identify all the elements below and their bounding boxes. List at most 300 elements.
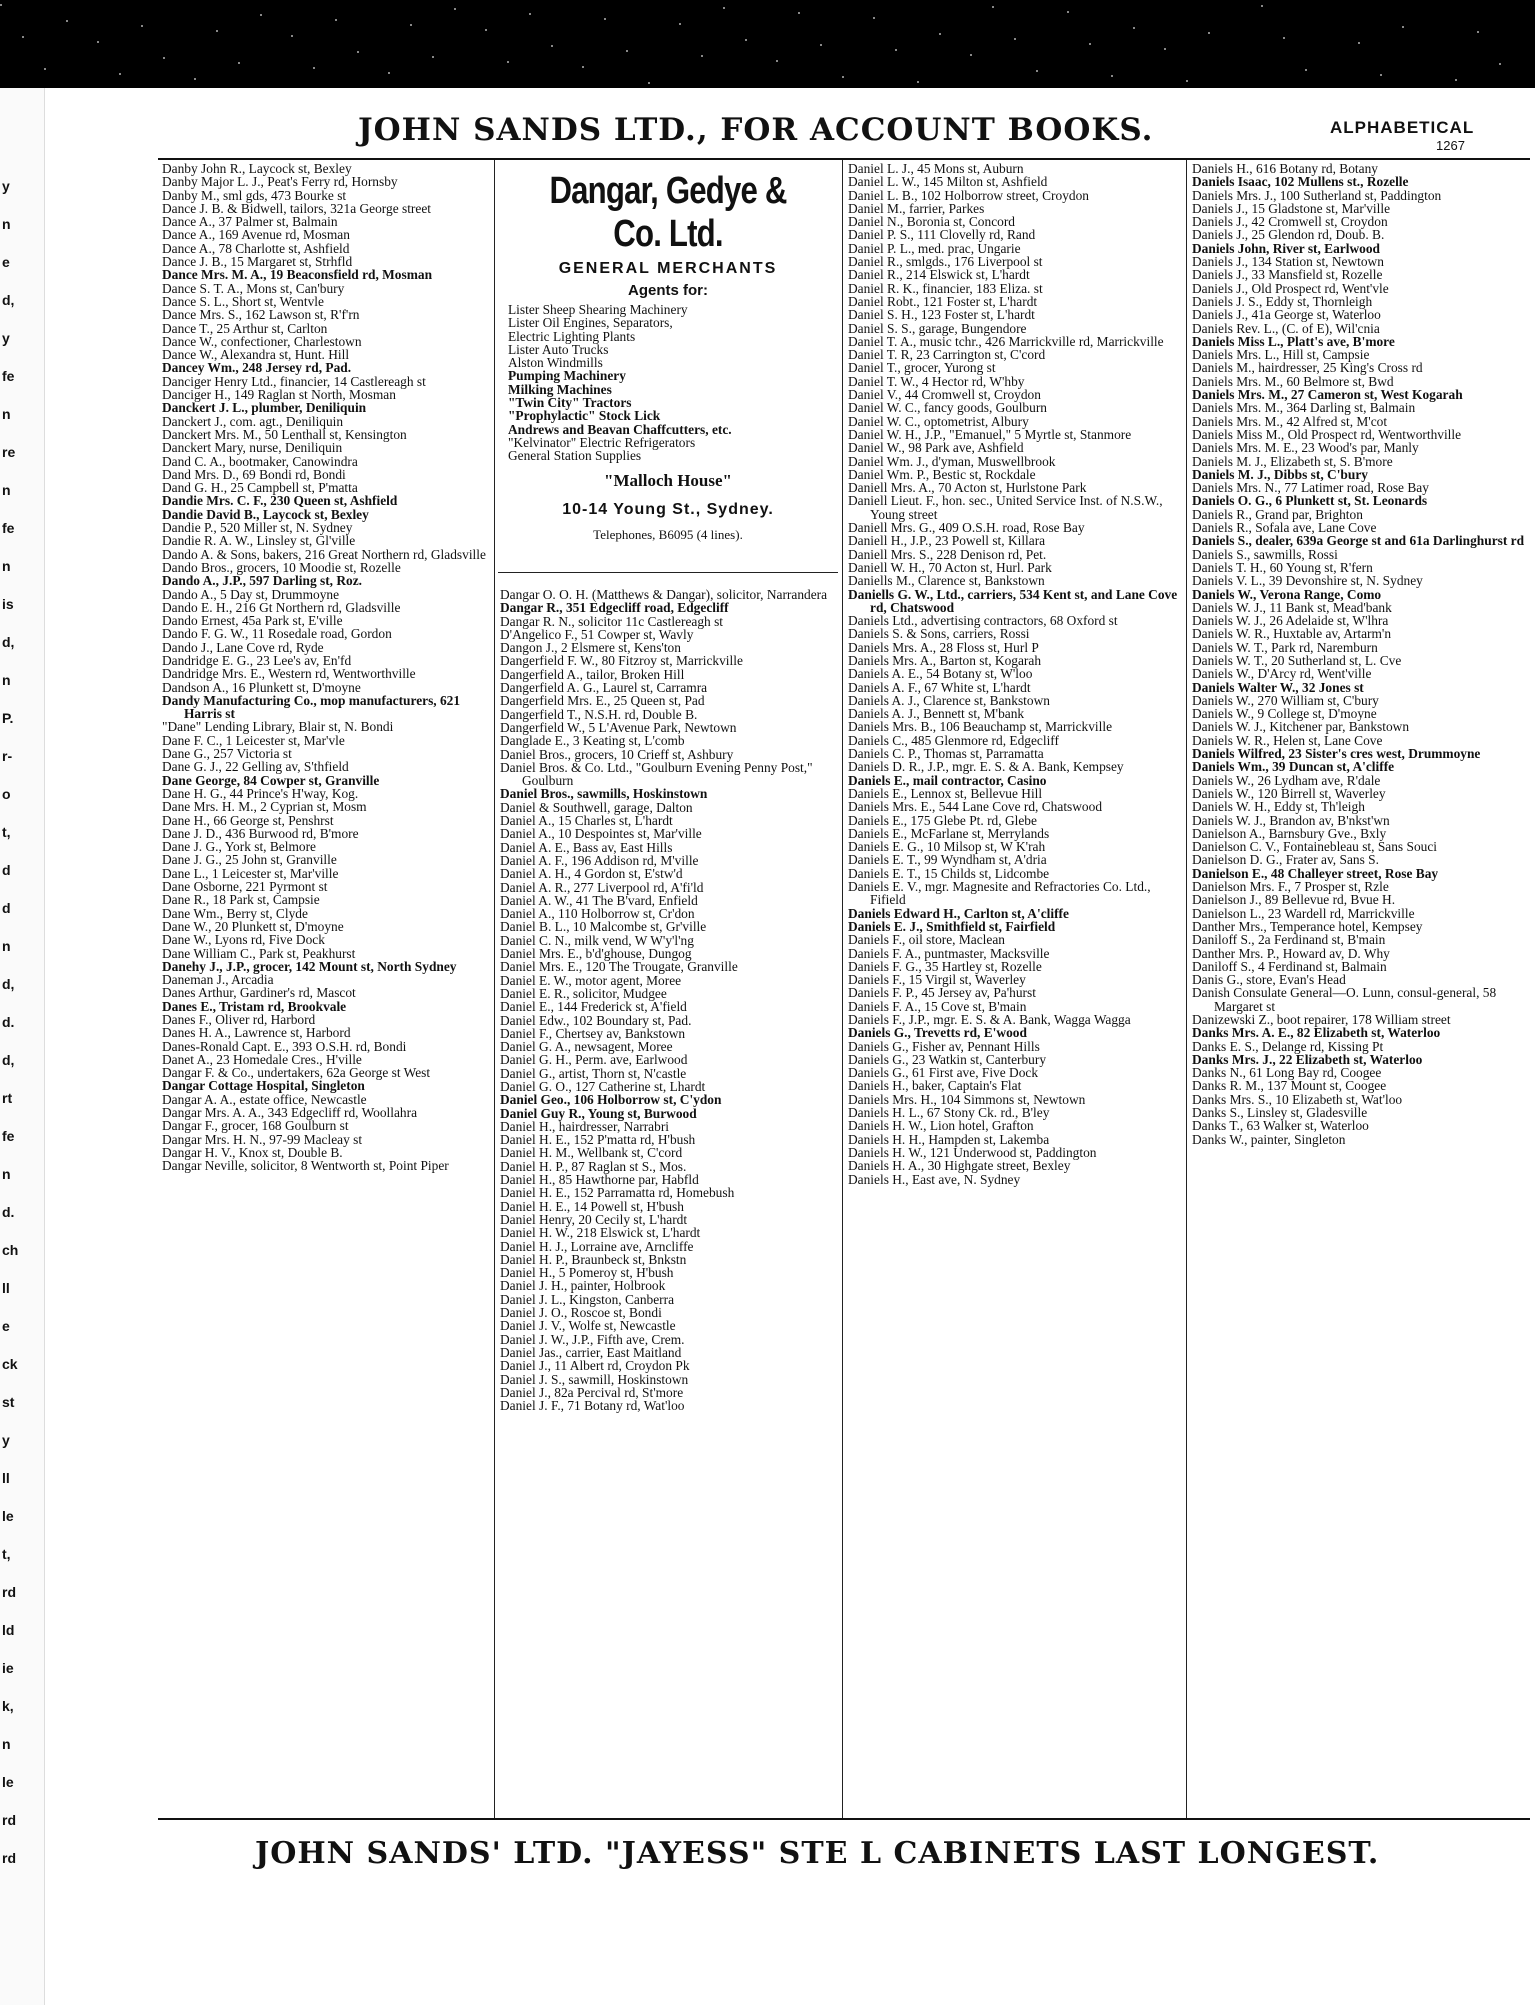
directory-entry: Danks T., 63 Walker st, Waterloo	[1192, 1118, 1369, 1134]
directory-entry: Daniel H. E., 152 Parramatta rd, Homebush	[500, 1185, 735, 1201]
directory-entry: Daniels Mrs. E., 544 Lane Cove rd, Chatswood	[848, 799, 1103, 815]
directory-entry: Dando A. & Sons, bakers, 216 Great Northern rd, Gladsville	[162, 546, 486, 562]
directory-entry: Daniels S., sawmills, Rossi	[1192, 546, 1338, 562]
directory-entry: Danes-Ronald Capt. E., 393 O.S.H. rd, Bondi	[162, 1038, 407, 1054]
directory-entry: Daniels E., mail contractor, Casino	[848, 772, 1047, 788]
directory-entry: Danglade E., 3 Keating st, L'comb	[500, 733, 685, 749]
directory-entry: Dance S. T. A., Mons st, Can'bury	[162, 280, 345, 296]
directory-entry: Daniels E. G., 10 Milsop st, W K'rah	[848, 839, 1046, 855]
margin-fragment: st	[2, 1394, 15, 1410]
scan-speckle	[432, 56, 434, 58]
margin-fragment: d.	[2, 1014, 15, 1030]
directory-column-3	[848, 162, 1182, 1816]
directory-entry: Daniels E. T., 15 Childs st, Lidcombe	[848, 865, 1050, 881]
directory-entry: Danks W., painter, Singleton	[1192, 1131, 1346, 1147]
directory-entry: Dane H. G., 44 Prince's H'way, Kog.	[162, 785, 359, 801]
directory-entry: Daniels Ltd., advertising contractors, 68 Oxford st	[848, 613, 1118, 629]
directory-entry: Dangar F. & Co., undertakers, 62a George st West	[162, 1065, 431, 1081]
margin-fragment: n	[2, 1166, 11, 1182]
directory-entry: Daniels W., 120 Birrell st, Waverley	[1192, 785, 1386, 801]
directory-entry: Daniels H. L., 67 Stony Ck. rd., B'ley	[848, 1105, 1050, 1121]
scan-speckle	[723, 7, 725, 9]
directory-entry: Daniels Wilfred, 23 Sister's cres west, Drummoyne	[1192, 746, 1481, 762]
directory-entry: Daniels Mrs. M. E., 23 Wood's par, Manly	[1192, 440, 1419, 456]
scan-speckle	[119, 73, 121, 75]
directory-entry: Dandridge Mrs. E., Western rd, Wentworthville	[162, 666, 416, 682]
directory-entry: Daniel H. P., 87 Raglan st S., Mos.	[500, 1158, 687, 1174]
margin-fragment: d	[2, 900, 11, 916]
directory-entry: Daniels E., Lennox st, Bellevue Hill	[848, 785, 1043, 801]
directory-entry: Daniels M. J., Dibbs st, C'bury	[1192, 466, 1368, 482]
directory-entry: Danckert J. L., plumber, Deniliquin	[162, 400, 367, 416]
scan-speckle	[1164, 48, 1166, 50]
directory-entry: Daniels M. J., Elizabeth st, S. B'more	[1192, 453, 1393, 469]
directory-entry: Danielson L., 23 Wardell rd, Marrickville	[1192, 905, 1415, 921]
directory-entry: Daniels V. L., 39 Devonshire st, N. Sydney	[1192, 573, 1423, 589]
directory-entry: Dand C. A., bootmaker, Canowindra	[162, 453, 358, 469]
directory-entry: Daniel J. W., J.P., Fifth ave, Crem.	[500, 1331, 685, 1347]
directory-entry: Dane W., 20 Plunkett st, D'moyne	[162, 918, 344, 934]
directory-entry: Daniel Wm. J., d'yman, Muswellbrook	[848, 453, 1056, 469]
scan-speckle	[507, 61, 509, 63]
directory-entry: Daniel A., 110 Holborrow st, Cr'don	[500, 906, 695, 922]
directory-entry: Dando E. H., 216 Gt Northern rd, Gladsville	[162, 599, 401, 615]
directory-entry: Daniels Mrs. B., 106 Beauchamp st, Marrickville	[848, 719, 1113, 735]
directory-entry: Dane F. C., 1 Leicester st, Mar'vle	[162, 732, 345, 748]
directory-entry: Dane G., 257 Victoria st	[162, 746, 292, 762]
agency-item: "Kelvinator" Electric Refrigerators	[508, 434, 696, 450]
directory-entry: Daniels W. J., 11 Bank st, Mead'bank	[1192, 599, 1392, 615]
directory-entry: Dando Ernest, 45a Park st, E'ville	[162, 613, 343, 629]
directory-entry: Danby M., sml gds, 473 Bourke st	[162, 187, 347, 203]
directory-entry: Daniels F. G., 35 Hartley st, Rozelle	[848, 958, 1042, 974]
directory-entry: Daniels G., 61 First ave, Five Dock	[848, 1065, 1039, 1081]
directory-entry: Daniel H., 5 Pomeroy st, H'bush	[500, 1265, 674, 1281]
directory-entry: Daniels Miss L., Platt's ave, B'more	[1192, 333, 1395, 349]
margin-fragment: fe	[2, 368, 15, 384]
margin-fragment: d,	[2, 634, 15, 650]
directory-entry: Daniel W. C., optometrist, Albury	[848, 413, 1029, 429]
directory-entry: Daniel J. S., sawmill, Hoskinstown	[500, 1371, 689, 1387]
directory-entry: Dane George, 84 Cowper st, Granville	[162, 772, 380, 788]
scan-speckle	[1358, 42, 1360, 44]
margin-fragment: d,	[2, 292, 15, 308]
scan-speckle	[1305, 69, 1307, 71]
scan-speckle	[776, 60, 778, 62]
directory-entry: Daniels R., Grand par, Brighton	[1192, 506, 1363, 522]
scan-speckle	[194, 78, 196, 80]
agency-item: "Prophylactic" Stock Lick	[508, 408, 661, 424]
directory-entry: Daniel B. L., 10 Malcombe st, Gr'ville	[500, 919, 707, 935]
header-rule	[158, 158, 1530, 160]
directory-entry: Daniel J. O., Roscoe st, Bondi	[500, 1305, 662, 1321]
margin-fragment: n	[2, 1736, 11, 1752]
directory-entry: "Dane" Lending Library, Blair st, N. Bondi	[162, 719, 394, 735]
directory-entry: Daniels Mrs. M., 42 Alfred st, M'cot	[1192, 413, 1388, 429]
directory-column-1	[162, 162, 490, 1816]
directory-entry: Dangerfield T., N.S.H. rd, Double B.	[500, 706, 698, 722]
directory-entry: Daniel A. H., 4 Gordon st, E'stw'd	[500, 866, 683, 882]
directory-entry: Daniell Mrs. S., 228 Denison rd, Pet.	[848, 546, 1047, 562]
directory-entry: Dangerfield F. W., 80 Fitzroy st, Marrickville	[500, 653, 743, 669]
directory-entry: Daniel W. H., J.P., "Emanuel," 5 Myrtle st, Stanmore	[848, 426, 1132, 442]
directory-entry: Dando A., J.P., 597 Darling st, Roz.	[162, 573, 363, 589]
scan-speckle	[917, 81, 919, 83]
directory-entry: Danet A., 23 Homedale Cres., H'ville	[162, 1051, 362, 1067]
agency-item: Electric Lighting Plants	[508, 328, 636, 344]
directory-entry: Daniel R., 214 Elswick st, L'hardt	[848, 267, 1030, 283]
scan-speckle	[798, 12, 800, 14]
scan-speckle	[1261, 5, 1263, 7]
directory-entry: Daniel S. H., 123 Foster st, L'hardt	[848, 307, 1035, 323]
margin-fragment: d.	[2, 1204, 15, 1220]
directory-entry: Danks N., 61 Long Bay rd, Coogee	[1192, 1065, 1382, 1081]
directory-entry: Dangerfield A., tailor, Broken Hill	[500, 666, 685, 682]
directory-entry: Daniels J. S., Eddy st, Thornleigh	[1192, 293, 1373, 309]
directory-entry: Daniel H. E., 14 Powell st, H'bush	[500, 1198, 684, 1214]
directory-entry: Daniel A. F., 196 Addison rd, M'ville	[500, 852, 699, 868]
agency-item: Lister Auto Trucks	[508, 341, 609, 357]
margin-fragment: r-	[2, 748, 13, 764]
directory-entry: Daniel T., grocer, Yurong st	[848, 360, 996, 376]
directory-entry: Daniels Walter W., 32 Jones st	[1192, 679, 1364, 695]
directory-entry: Daniel J., 82a Percival rd, St'more	[500, 1384, 684, 1400]
margin-fragment: n	[2, 216, 11, 232]
directory-entry: Daniel F., Chertsey av, Bankstown	[500, 1025, 686, 1041]
directory-entry: Daniels Mrs. N., 77 Latimer road, Rose Bay	[1192, 480, 1429, 496]
scan-speckle	[701, 55, 703, 57]
advertiser-telephone: Telephones, B6095 (4 lines).	[593, 526, 743, 542]
directory-entry: Daniels W., Verona Range, Como	[1192, 586, 1382, 602]
directory-entry: Daniels W., D'Arcy rd, Went'ville	[1192, 666, 1372, 682]
directory-entry: Daniels Mrs. M., 27 Cameron st, West Kogarah	[1192, 387, 1463, 403]
agency-item: General Station Supplies	[508, 448, 642, 464]
directory-entry: Dane Mrs. H. M., 2 Cyprian st, Mosm	[162, 799, 367, 815]
scan-speckle	[1477, 31, 1479, 33]
directory-entry: Danks E. S., Delange rd, Kissing Pt	[1192, 1038, 1384, 1054]
directory-entry: Daniels C., 485 Glenmore rd, Edgecliff	[848, 732, 1059, 748]
margin-fragment: y	[2, 1432, 10, 1448]
directory-entry: Daniels F. A., 15 Cove st, B'main	[848, 998, 1027, 1014]
directory-entry: Dane H., 66 George st, Penshrst	[162, 812, 334, 828]
directory-entry: Daniel Geo., 106 Holborrow st, C'ydon	[500, 1092, 722, 1108]
directory-entry: Daniel E., 144 Frederick st, A'field	[500, 999, 687, 1015]
margin-fragment: ld	[2, 1622, 15, 1638]
directory-entry: Dangerfield W., 5 L'Avenue Park, Newtown	[500, 719, 737, 735]
directory-entry: Daniels W. J., Brandon av, B'nkst'wn	[1192, 812, 1390, 828]
directory-entry: Daniels G., Trevetts rd, E'wood	[848, 1025, 1027, 1041]
directory-entry: Daniels H., baker, Captain's Flat	[848, 1078, 1022, 1094]
directory-entry: Daniels R., Sofala ave, Lane Cove	[1192, 520, 1377, 536]
directory-entry: Dance A., 37 Palmer st, Balmain	[162, 214, 338, 230]
directory-column-4	[1192, 162, 1528, 1816]
directory-entry: Danther Mrs. P., Howard av, D. Why	[1192, 945, 1390, 961]
scan-speckle	[895, 49, 897, 51]
directory-entry: Daniel H. W., 218 Elswick st, L'hardt	[500, 1225, 701, 1241]
directory-entry: Dance Mrs. S., 162 Lawson st, R'f'rn	[162, 307, 360, 323]
directory-entry: Daniel G. O., 127 Catherine st, Lhardt	[500, 1078, 706, 1094]
directory-entry: Dangerfield Mrs. E., 25 Queen st, Pad	[500, 693, 705, 709]
directory-entry: Dando J., Lane Cove rd, Ryde	[162, 639, 324, 655]
agents-heading: Agents for:	[628, 282, 708, 299]
footer-rule	[158, 1818, 1530, 1820]
advertiser-house: "Malloch House"	[604, 470, 732, 490]
directory-entry: Daniels W. R., Helen st, Lane Cove	[1192, 732, 1383, 748]
directory-entry: Daniels Mrs. L., Hill st, Campsie	[1192, 347, 1370, 363]
margin-fragment: fe	[2, 520, 15, 536]
directory-entry: Daniels F., J.P., mgr. E. S. & A. Bank, Wagga Wagga	[848, 1012, 1131, 1027]
directory-entry: Daniel J. L., Kingston, Canberra	[500, 1291, 675, 1307]
directory-entry: Daniel G., artist, Thorn st, N'castle	[500, 1065, 687, 1081]
margin-fragment: ie	[2, 1660, 14, 1676]
page-header-section: ALPHABETICAL	[1330, 118, 1475, 137]
directory-entry: Dance J. B., 15 Margaret st, Strhfld	[162, 254, 353, 270]
directory-entry: Dangar R., 351 Edgecliff road, Edgecliff	[500, 600, 729, 616]
directory-entry: Dando A., 5 Day st, Drummoyne	[162, 586, 340, 602]
directory-entry: Dance A., 169 Avenue rd, Mosman	[162, 227, 350, 243]
directory-entry: Daniel Bros. & Co. Ltd., "Goulburn Evening Penny Post," Goulburn	[500, 759, 813, 789]
directory-entry: Daniel H., 85 Hawthorne par, Habfld	[500, 1172, 699, 1188]
directory-entry: Daniels F. P., 45 Jersey av, Pa'hurst	[848, 985, 1036, 1001]
directory-entry: Daniells G. W., Ltd., carriers, 534 Kent st, and Lane Cove rd, Chatswood	[848, 586, 1178, 615]
scan-speckle	[1283, 37, 1285, 39]
page-footer-advert: JOHN SANDS' LTD. "JAYESS" STE L CABINETS LAST LONGEST.	[255, 1836, 1380, 1871]
directory-entry: Daniel & Southwell, garage, Dalton	[500, 799, 693, 815]
directory-entry: Dance T., 25 Arthur st, Carlton	[162, 320, 328, 336]
directory-entry: Danks S., Linsley st, Gladesville	[1192, 1105, 1368, 1121]
scan-speckle	[410, 24, 412, 26]
directory-entry: Dandie R. A. W., Linsley st, Gl'ville	[162, 533, 356, 549]
directory-entry: Daniel N., Boronia st, Concord	[848, 214, 1015, 230]
directory-entry: Danehy J., J.P., grocer, 142 Mount st, North Sydney	[162, 958, 457, 974]
agency-item: Alston Windmills	[508, 355, 603, 371]
margin-fragment: n	[2, 482, 11, 498]
directory-entry: Daniel J. V., Wolfe st, Newcastle	[500, 1318, 676, 1334]
scan-speckle	[291, 35, 293, 37]
directory-entry: Daniel H. J., Lorraine ave, Arncliffe	[500, 1238, 694, 1254]
agency-item: Pumping Machinery	[508, 368, 626, 384]
scan-speckle	[1380, 74, 1382, 76]
directory-entry: Daniel Bros., sawmills, Hoskinstown	[500, 786, 708, 802]
scan-speckle	[216, 30, 218, 32]
scan-speckle	[1014, 38, 1016, 40]
margin-fragment: e	[2, 254, 10, 270]
directory-entry: Daniels Edward H., Carlton st, A'cliffe	[848, 905, 1069, 921]
scan-speckle	[745, 39, 747, 41]
margin-fragment: ch	[2, 1242, 19, 1258]
directory-entry: Daniels G., 23 Watkin st, Canterbury	[848, 1051, 1047, 1067]
directory-entry: Dando Bros., grocers, 10 Moodie st, Rozelle	[162, 559, 401, 575]
directory-entry: Dangar R. N., solicitor 11c Castlereagh st	[500, 613, 723, 629]
directory-entry: Danish Consulate General—O. Lunn, consul-general, 58 Margaret st	[1192, 985, 1497, 1014]
directory-entry: Daniell Lieut. F., hon. sec., United Service Inst. of N.S.W., Young street	[848, 493, 1163, 522]
scan-speckle	[260, 14, 262, 16]
scan-speckle	[1186, 80, 1188, 82]
margin-fragment: n	[2, 406, 11, 422]
directory-entry: Daniel H., hairdresser, Narrabri	[500, 1118, 670, 1134]
directory-entry: Daniels O. G., 6 Plunkett st, St. Leonards	[1192, 493, 1428, 509]
scan-speckle	[1089, 43, 1091, 45]
directory-entry: Daniels T. H., 60 Young st, R'fern	[1192, 559, 1373, 575]
margin-fragment: t,	[2, 1546, 11, 1562]
directory-entry: Daniels Isaac, 102 Mullens st., Rozelle	[1192, 174, 1409, 190]
agency-item: Lister Oil Engines, Separators,	[508, 315, 673, 331]
directory-entry: Daniel J., 11 Albert rd, Croydon Pk	[500, 1358, 690, 1374]
margin-fragment: n	[2, 672, 11, 688]
directory-entry: Danks Mrs. S., 10 Elizabeth st, Wat'loo	[1192, 1091, 1403, 1107]
directory-entry: Dandie P., 520 Miller st, N. Sydney	[162, 520, 353, 536]
directory-entry: Danielson E., 48 Challeyer street, Rose Bay	[1192, 865, 1439, 881]
directory-entry: Dane Osborne, 221 Pyrmont st	[162, 879, 328, 895]
directory-entry: Daniels A. F., 67 White st, L'hardt	[848, 679, 1031, 695]
directory-entry: Daniel A., 15 Charles st, L'hardt	[500, 813, 673, 829]
directory-entry: Dangar H. V., Knox st, Double B.	[162, 1144, 343, 1160]
directory-entry: Dane G. J., 22 Gelling av, S'thfield	[162, 759, 349, 775]
directory-entry: Daniel G. A., newsagent, Moree	[500, 1039, 673, 1055]
scan-speckle	[454, 8, 456, 10]
directory-entry: Daniell W. H., 70 Acton st, Hurl. Park	[848, 559, 1052, 575]
directory-entry: Dane R., 18 Park st, Campsie	[162, 892, 320, 908]
directory-entry: Daniel Wm. P., Bestic st, Rockdale	[848, 466, 1036, 482]
directory-entry: Daniels J., Old Prospect rd, Went'vle	[1192, 280, 1389, 296]
directory-entry: Daniel H. P., Braunbeck st, Bnkstn	[500, 1251, 687, 1267]
margin-fragment: d,	[2, 1052, 15, 1068]
directory-entry: Daniels John, River st, Earlwood	[1192, 240, 1380, 256]
directory-entry: Daniels G., Fisher av, Pennant Hills	[848, 1038, 1040, 1054]
agency-item: Lister Sheep Shearing Machinery	[508, 302, 688, 317]
directory-entry: Daniels W., 26 Lydham ave, R'dale	[1192, 772, 1381, 788]
directory-entry: Danther Mrs., Temperance hotel, Kempsey	[1192, 918, 1423, 934]
directory-entry: Daniels H., East ave, N. Sydney	[848, 1171, 1021, 1187]
scan-speckle	[0, 4, 2, 6]
margin-fragment: rt	[2, 1090, 13, 1106]
directory-entry: Daniel T. A., music tchr., 426 Marrickville rd, Marrickville	[848, 333, 1164, 349]
directory-entry: Daniels E. V., mgr. Magnesite and Refractories Co. Ltd., Fifield	[848, 879, 1151, 908]
directory-entry: Daniels Rev. L., (C. of E), Wil'cnia	[1192, 320, 1380, 336]
directory-entry: Daniel A. R., 277 Liverpool rd, A'fi'ld	[500, 879, 704, 895]
directory-entry: Daniels S., dealer, 639a George st and 61a Darlinghurst rd	[1192, 533, 1525, 549]
scan-speckle	[551, 45, 553, 47]
directory-entry: Daniel Mrs. E., b'd'ghouse, Dungog	[500, 946, 692, 962]
directory-entry: Dand G. H., 25 Campbell st, P'matta	[162, 480, 358, 496]
margin-fragment: le	[2, 1774, 14, 1790]
directory-entry: Daniels F., 15 Virgil st, Waverley	[848, 972, 1026, 988]
directory-entry: Daniels J., 134 Station st, Newtown	[1192, 254, 1384, 270]
margin-fragment: rd	[2, 1812, 16, 1828]
directory-entry: Dand Mrs. D., 69 Bondi rd, Bondi	[162, 466, 346, 482]
directory-entry: Daniel H. E., 152 P'matta rd, H'bush	[500, 1132, 696, 1148]
directory-entry: Dance W., Alexandra st, Hunt. Hill	[162, 347, 350, 363]
directory-entry: Daniels E. T., 99 Wyndham st, A'dria	[848, 852, 1047, 868]
directory-entry: Danielson A., Barnsbury Gve., Bxly	[1192, 825, 1387, 841]
directory-entry: Dangar A. A., estate office, Newcastle	[162, 1091, 367, 1107]
scan-speckle	[141, 25, 143, 27]
directory-entry: Daniels J., 41a George st, Waterloo	[1192, 307, 1381, 323]
directory-entry: Dane Wm., Berry st, Clyde	[162, 905, 308, 921]
directory-entry: Daniel G. H., Perm. ave, Earlwood	[500, 1052, 688, 1068]
scan-speckle	[1111, 75, 1113, 77]
directory-entry: Daniels J., 15 Gladstone st, Mar'ville	[1192, 200, 1391, 216]
margin-fragment: is	[2, 596, 14, 612]
directory-entry: Dangar O. O. H. (Matthews & Dangar), solicitor, Narrandera	[500, 588, 828, 602]
directory-entry: Dance J. B. & Bidwell, tailors, 321a George street	[162, 200, 431, 216]
directory-entry: Daniel L. W., 145 Milton st, Ashfield	[848, 174, 1048, 190]
directory-entry: Daniels Mrs. J., 100 Sutherland st, Paddington	[1192, 187, 1442, 203]
scan-speckle	[648, 82, 650, 84]
adjacent-page-edge	[0, 88, 45, 2005]
advertisement-rule	[498, 572, 838, 573]
directory-entry: Danckert Mary, nurse, Deniliquin	[162, 440, 343, 456]
directory-entry: Dangar Mrs. A. A., 343 Edgecliff rd, Woollahra	[162, 1105, 418, 1121]
advertisement-box	[498, 162, 838, 570]
column-divider	[1186, 160, 1187, 1818]
agency-item: Andrews and Beavan Chaffcutters, etc.	[508, 421, 732, 437]
margin-fragment: ck	[2, 1356, 18, 1372]
directory-entry: Daniel S. S., garage, Bungendore	[848, 320, 1027, 336]
margin-fragment: y	[2, 330, 10, 346]
column-divider	[842, 160, 843, 1818]
directory-entry: Dance Mrs. M. A., 19 Beaconsfield rd, Mosman	[162, 267, 433, 283]
directory-entry: Daniell H., J.P., 23 Powell st, Killara	[848, 533, 1046, 549]
margin-fragment: y	[2, 178, 10, 194]
scan-speckle	[842, 76, 844, 78]
directory-entry: Dane W., Lyons rd, Five Dock	[162, 932, 325, 948]
directory-entry: Daniels J., 42 Cromwell st, Croydon	[1192, 214, 1388, 230]
directory-entry: Daniel J. F., 71 Botany rd, Wat'loo	[500, 1398, 685, 1414]
scan-speckle	[238, 62, 240, 64]
directory-entry: Daniels E., 175 Glebe Pt. rd, Glebe	[848, 812, 1037, 828]
scan-speckle	[529, 13, 531, 15]
scan-speckle	[582, 66, 584, 68]
directory-entry: Dane J. D., 436 Burwood rd, B'more	[162, 825, 359, 841]
directory-entry: Dane J. G., 25 John st, Granville	[162, 852, 337, 868]
scan-speckle	[1067, 11, 1069, 13]
margin-fragment: t,	[2, 824, 11, 840]
directory-entry: Daniels W., 270 William st, C'bury	[1192, 692, 1379, 708]
margin-fragment: n	[2, 558, 11, 574]
directory-entry: Daniels M., hairdresser, 25 King's Cross rd	[1192, 360, 1423, 376]
scan-speckle	[970, 54, 972, 56]
directory-entry: Danckert Mrs. M., 50 Lenthall st, Kensington	[162, 426, 407, 442]
directory-entry: Daniel T. W., 4 Hector rd, W'hby	[848, 373, 1025, 389]
directory-entry: Daniels W. H., Eddy st, Th'leigh	[1192, 799, 1365, 815]
directory-entry: Dando F. G. W., 11 Rosedale road, Gordon	[162, 626, 392, 642]
directory-entry: Daniell Mrs. G., 409 O.S.H. road, Rose Bay	[848, 520, 1085, 536]
directory-entry: Daniells M., Clarence st, Bankstown	[848, 573, 1045, 589]
directory-entry: Danes E., Tristam rd, Brookvale	[162, 998, 347, 1014]
advertiser-subtitle: GENERAL MERCHANTS	[558, 260, 778, 277]
scan-speckle	[626, 50, 628, 52]
directory-entry: Daniels W. J., Kitchener par, Bankstown	[1192, 719, 1410, 735]
directory-entry: Daniel Henry, 20 Cecily st, L'hardt	[500, 1211, 688, 1227]
directory-entry: Danby Major L. J., Peat's Ferry rd, Hornsby	[162, 174, 398, 190]
directory-entry: Daniels Mrs. A., Barton st, Kogarah	[848, 652, 1042, 668]
directory-entry: Daniel V., 44 Cromwell st, Croydon	[848, 387, 1041, 403]
page-header-title: JOHN SANDS LTD., FOR ACCOUNT BOOKS.	[358, 112, 1154, 148]
directory-entry: Danby John R., Laycock st, Bexley	[162, 162, 352, 176]
scan-top-band	[0, 0, 1535, 88]
directory-entry: Dangar Mrs. H. N., 97-99 Macleay st	[162, 1131, 363, 1147]
directory-entry: Daniel Robt., 121 Foster st, L'hardt	[848, 293, 1038, 309]
directory-entry: Daniels H. W., Lion hotel, Grafton	[848, 1118, 1034, 1134]
directory-entry: Daniels F. A., puntmaster, Macksville	[848, 945, 1050, 961]
scan-speckle	[1036, 70, 1038, 72]
directory-entry: Daniels A. J., Bennett st, M'bank	[848, 706, 1025, 722]
advertiser-name: Dangar, Gedye & Co. Ltd.	[549, 170, 787, 255]
scan-speckle	[1455, 79, 1457, 81]
margin-fragment: le	[2, 1508, 14, 1524]
directory-entry: Danielson C. V., Fontainebleau st, Sans Souci	[1192, 839, 1437, 855]
